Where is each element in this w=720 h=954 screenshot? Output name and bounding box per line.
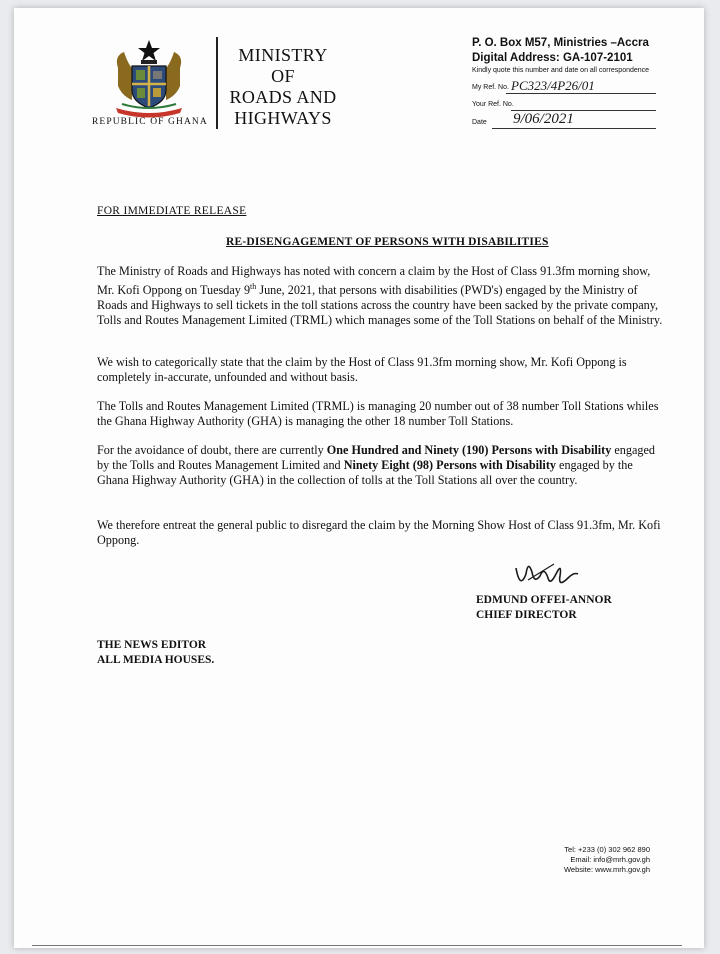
release-label: FOR IMMEDIATE RELEASE	[97, 205, 247, 217]
my-ref-value: PC323/4P26/01	[511, 78, 595, 93]
signatory-block	[476, 593, 612, 623]
republic-of-ghana-label: REPUBLIC OF GHANA	[92, 117, 208, 127]
ghana-coat-of-arms-icon	[108, 38, 190, 118]
signatory-name: EDMUND OFFEI-ANNOR	[476, 594, 612, 606]
quote-note: Kindly quote this number and date on all correspondence	[472, 67, 650, 74]
my-ref-label: My Ref. No.	[472, 84, 509, 91]
header-divider	[216, 37, 218, 129]
date-line	[492, 128, 656, 129]
date-value: 9/06/2021	[513, 111, 574, 127]
your-ref-label: Your Ref. No.	[472, 101, 514, 108]
recipient-line-1: THE NEWS EDITOR	[97, 639, 207, 651]
contact-website: Website: www.mrh.gov.gh	[563, 865, 650, 874]
ministry-line-3: ROADS AND	[229, 87, 337, 107]
signatory-title: CHIEF DIRECTOR	[476, 609, 577, 621]
po-box: P. O. Box M57, Ministries –Accra	[472, 37, 649, 49]
ministry-name	[222, 45, 344, 129]
address-block	[472, 36, 649, 76]
ministry-line-2: OF	[271, 66, 295, 86]
ministry-line-4: HIGHWAYS	[234, 108, 332, 128]
paragraph-1: The Ministry of Roads and Highways has noted with concern a claim by the Host of Class 91.3fm morning show, Mr. Kofi Oppong on Tuesday 9th June, 2021, that persons with disabilities (PWD's) engaged by the Ministry of Roads and Highways to sell tickets in the toll stations across the country have been sacked by the private company, Tolls and Routes Management Limited (TRML) which manages some of the Toll Stations on behalf of the Ministry.	[97, 264, 663, 328]
ministry-line-1: MINISTRY	[238, 45, 328, 65]
contact-block	[530, 845, 650, 875]
digital-address: Digital Address: GA-107-2101	[472, 52, 633, 64]
paragraph-2: We wish to categorically state that the claim by the Host of Class 91.3fm morning show, Mr. Kofi Oppong is completely in-accurate, unfounded and without basis.	[97, 355, 627, 384]
recipients-block	[97, 638, 214, 668]
paragraph-4: For the avoidance of doubt, there are currently One Hundred and Ninety (190) Persons with Disability engaged by the Tolls and Routes Management Limited and Ninety Eight (98) Persons with Disability engaged by the Ghana Highway Authority (GHA) in the collection of tolls at the Toll Stations all over the country.	[97, 443, 655, 487]
date-label: Date	[472, 119, 487, 126]
signature-icon	[510, 554, 580, 594]
recipient-line-2: ALL MEDIA HOUSES.	[97, 654, 215, 666]
contact-email: Email: info@mrh.gov.gh	[570, 855, 650, 864]
contact-tel: Tel: +233 (0) 302 962 890	[564, 845, 650, 854]
paragraph-3: The Tolls and Routes Management Limited (TRML) is managing 20 number out of 38 number Toll Stations whiles the Ghana Highway Authority (GHA) is managing the other 18 number Toll Stations.	[97, 399, 659, 428]
bottom-edge-line	[32, 945, 682, 946]
press-release-title: RE-DISENGAGEMENT OF PERSONS WITH DISABILITIES	[226, 236, 549, 248]
paragraph-5: We therefore entreat the general public to disregard the claim by the Morning Show Host of Class 91.3fm, Mr. Kofi Oppong.	[97, 518, 661, 547]
